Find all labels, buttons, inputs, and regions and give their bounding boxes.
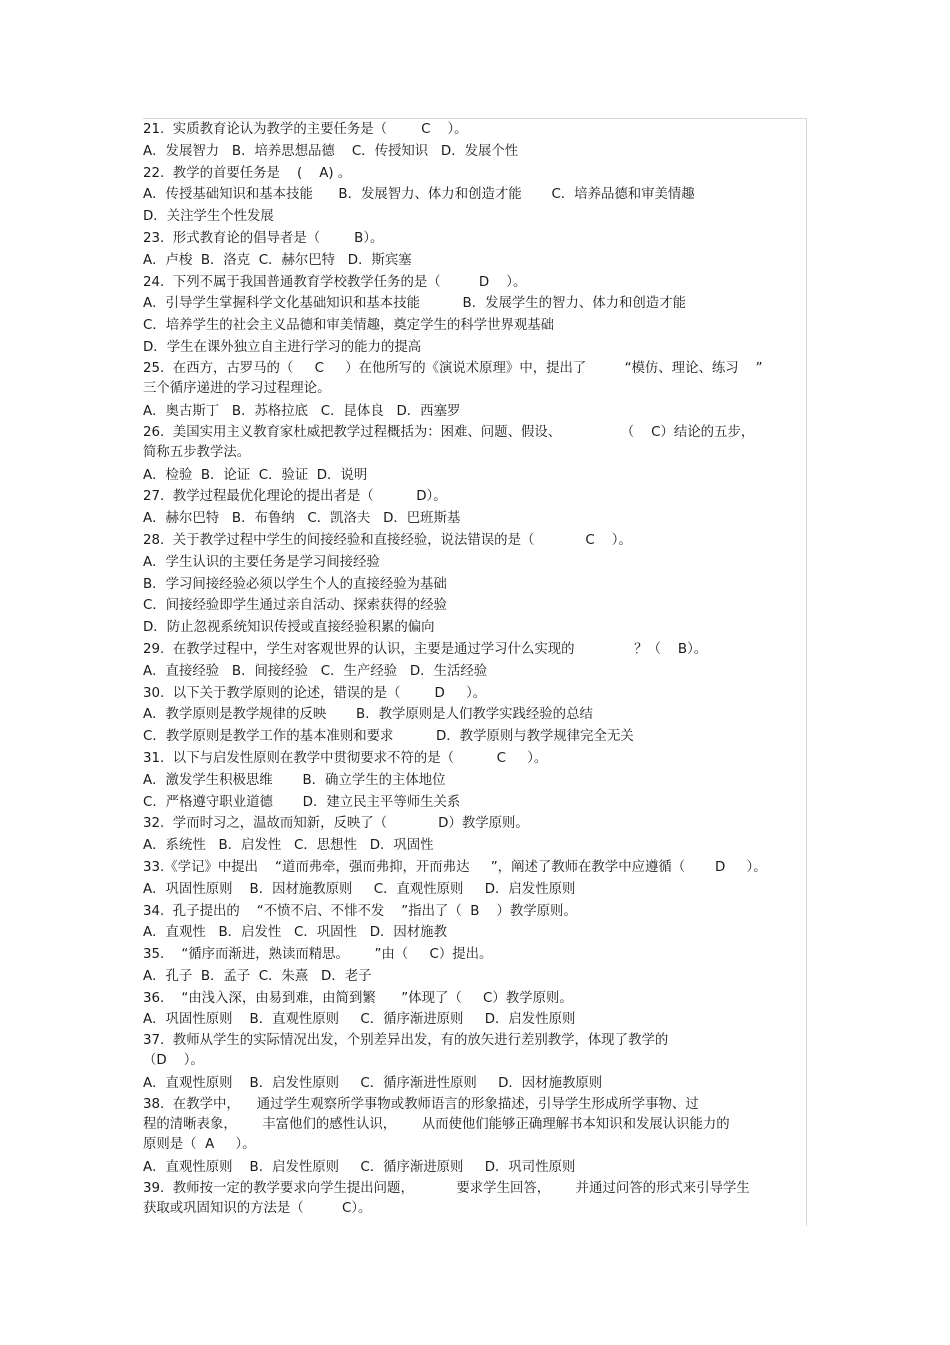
- question-37-options: A．直观性原则 B．启发性原则 C．循序渐进性原则 D．因材施教原则: [143, 1076, 603, 1092]
- question-22-options-abc: A．传授基础知识和基本技能 B．发展智力、体力和创造才能 C．培养品德和审美情趣: [143, 187, 695, 203]
- question-33: 33.《学记》中提出 “道而弗牵，强而弗抑，开而弗达 ”，阐述了教师在教学中应遵循（ D ）。: [143, 859, 767, 875]
- question-25-options: A．奥古斯丁 B．苏格拉底 C．昆体良 D．西塞罗: [143, 403, 461, 419]
- question-30-options-cd: C．教学原则是教学工作的基本准则和要求 D．教学原则与教学规律完全无关: [143, 729, 634, 745]
- question-24-options-ab: A．引导学生掌握科学文化基础知识和基本技能 B．发展学生的智力、体力和创造才能: [143, 296, 686, 312]
- question-32: 32. 学而时习之，温故而知新，反映了（ D）教学原则。: [143, 816, 529, 832]
- question-35: 35. “循序而渐进，熟读而精思。 ”由（ C）提出。: [143, 947, 493, 963]
- question-23: 23. 形式教育论的倡导者是（ B）。: [143, 230, 384, 246]
- question-27-options: A．赫尔巴特 B．布鲁纳 C．凯洛夫 D．巴班斯基: [143, 511, 461, 527]
- question-39: 39. 教师按一定的教学要求向学生提出问题， 要求学生回答， 并通过问答的形式来引导学生 获取或巩固知识的方法是（ C）。: [143, 1180, 750, 1216]
- question-26-options: A．检验 B．论证 C．验证 D．说明: [143, 467, 368, 483]
- question-30-options-ab: A．教学原则是教学规律的反映 B．教学原则是人们教学实践经验的总结: [143, 707, 593, 723]
- question-36-options: A．巩固性原则 B．直观性原则 C．循序渐进原则 D．启发性原则: [143, 1012, 576, 1028]
- question-38: 38. 在教学中， 通过学生观察所学事物或教师语言的形象描述，引导学生形成所学事物、过 程的清晰表象， 丰富他们的感性认识， 从而使他们能够正确理解书本知识和发展认识能力的 原则是（ A ）。: [143, 1097, 730, 1153]
- question-30: 30. 以下关于教学原则的论述，错误的是（ D ）。: [143, 685, 487, 701]
- question-28-option-a: A．学生认识的主要任务是学习间接经验: [143, 554, 380, 570]
- question-36: 36. “由浅入深，由易到难，由简到繁 ”体现了（ C）教学原则。: [143, 990, 573, 1006]
- question-28-option-d: D．防止忽视系统知识传授或直接经验积累的偏向: [143, 620, 435, 636]
- question-29: 29. 在教学过程中，学生对客观世界的认识，主要是通过学习什么实现的 ？（ B）。: [143, 641, 708, 657]
- question-list: [143, 119, 811, 1221]
- question-31-options-ab: A．激发学生积极思维 B．确立学生的主体地位: [143, 772, 446, 788]
- question-21-options: A．发展智力 B．培养思想品德 C．传授知识 D．发展个性: [143, 143, 519, 159]
- question-23-options: A．卢梭 B．洛克 C．赫尔巴特 D．斯宾塞: [143, 252, 412, 268]
- question-28: 28. 关于教学过程中学生的间接经验和直接经验，说法错误的是（ C ）。: [143, 532, 632, 548]
- question-29-options: A．直接经验 B．间接经验 C．生产经验 D．生活经验: [143, 663, 488, 679]
- question-28-option-b: B．学习间接经验必须以学生个人的直接经验为基础: [143, 576, 447, 592]
- question-32-options: A．系统性 B．启发性 C．思想性 D．巩固性: [143, 838, 434, 854]
- question-34-options: A．直观性 B．启发性 C．巩固性 D．因材施教: [143, 925, 447, 941]
- question-33-options: A．巩固性原则 B．因材施教原则 C．直观性原则 D．启发性原则: [143, 881, 576, 897]
- question-24-option-d: D．学生在课外独立自主进行学习的能力的提高: [143, 339, 422, 355]
- question-22: 22. 教学的首要任务是 ( A) 。: [143, 165, 352, 181]
- question-31-options-cd: C．严格遵守职业道德 D．建立民主平等师生关系: [143, 794, 461, 810]
- question-21: 21. 实质教育论认为教学的主要任务是（ C ）。: [143, 122, 468, 137]
- question-25: 25. 在西方，古罗马的（ C ）在他所写的《演说术原理》中，提出了 “模仿、理论、练习 ” 三个循序递进的学习过程理论。: [143, 360, 763, 396]
- question-34: 34. 孔子提出的 “不愤不启、不悱不发 ”指出了（ B ）教学原则。: [143, 903, 577, 919]
- question-35-options: A．孔子 B．孟子 C．朱熹 D．老子: [143, 968, 372, 984]
- question-28-option-c: C．间接经验即学生通过亲自活动、探索获得的经验: [143, 598, 447, 614]
- question-27: 27. 教学过程最优化理论的提出者是（ D）。: [143, 489, 447, 505]
- question-31: 31. 以下与启发性原则在教学中贯彻要求不符的是（ C ）。: [143, 750, 548, 766]
- question-26: 26. 美国实用主义教育家杜威把教学过程概括为：困难、问题、假设、 （ C）结论的五步， 简称五步教学法。: [143, 424, 755, 460]
- question-38-options: A．直观性原则 B．启发性原则 C．循序渐进原则 D．巩司性原则: [143, 1160, 576, 1176]
- question-37: 37. 教师从学生的实际情况出发，个别差异出发，有的放矢进行差别教学，体现了教学的 （D ）。: [143, 1033, 669, 1069]
- question-22-option-d: D．关注学生个性发展: [143, 209, 274, 225]
- question-24-option-c: C．培养学生的社会主义品德和审美情趣，奠定学生的科学世界观基础: [143, 318, 555, 334]
- question-24: 24. 下列不属于我国普通教育学校教学任务的是（ D ）。: [143, 274, 527, 290]
